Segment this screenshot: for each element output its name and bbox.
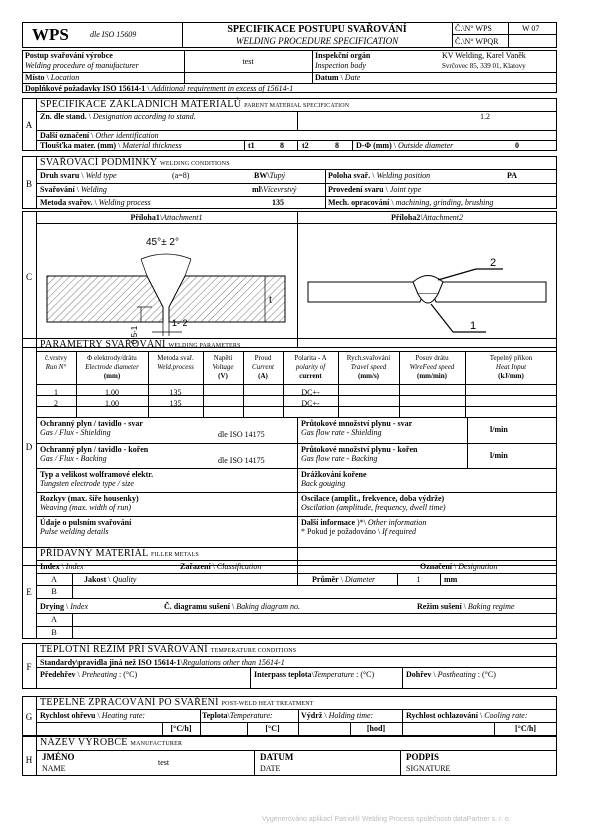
param-col-header-cz: Rych.svařování	[346, 354, 391, 362]
other-info-label: Další informace )*\ Other information * Pokud je požadováno \ If required	[301, 518, 427, 536]
wps-no-label: Č.\N° WPS	[455, 24, 492, 33]
dia-label: D-Φ (mm) \ Outside diameter	[356, 141, 454, 150]
shield-std: dle ISO 14175	[218, 430, 265, 439]
param-col-header	[203, 354, 243, 381]
temperature-label: Teplota\Temperature:	[202, 711, 273, 720]
param-col-header-en: WireFeed speed	[409, 363, 455, 371]
name-en: NAME	[42, 764, 66, 773]
insp-cz: Inspekční orgán	[315, 51, 371, 60]
param-col-header-u: (V)	[218, 372, 228, 380]
std-label: Zn. dle stand. \ Designation according to stand.	[40, 112, 196, 121]
t2-value: 8	[335, 141, 339, 150]
weldtype-label: Druh svaru \ Weld type	[40, 171, 117, 180]
preheat-label: Předehřev \ Preheating : (°C)	[40, 670, 138, 679]
joint-sketch-1	[37, 224, 296, 347]
flow-label: Průtokové množství plynu - svar Gas flow rate - Shielding	[301, 419, 413, 437]
joint-sketch-2	[298, 224, 556, 347]
param-col-header	[399, 354, 465, 381]
std-other-label: Standardy\pravidla jiná než ISO 15614-1\Regulations other than 15614-1	[40, 658, 285, 667]
param-col-header-cz: Metoda svař.	[157, 354, 194, 362]
backing-label: Ochranný plyn / tavidlo - kořen Gas / Flux - Backing	[40, 445, 149, 463]
angle-label: 45°± 2°	[146, 237, 179, 248]
param-col-header	[338, 354, 399, 381]
method-label: Metoda svařov. \ Welding process	[40, 198, 151, 207]
param-col-header-en: Weld.process	[157, 363, 194, 371]
class-label: Zařazení \ Classification	[180, 562, 262, 571]
interpass-label: Interpass teplota\Temperature : (°C)	[254, 670, 375, 679]
param-col-header-en: Voltage	[212, 363, 234, 371]
place-label: Místo \ Location	[25, 73, 80, 82]
tungsten-label: Typ a velikost wolframové elektr. Tungsten electrode type / size	[40, 470, 154, 488]
param-col-header-en: Current	[252, 363, 274, 371]
insp-value: KV Welding, Karel Vaněk	[442, 51, 526, 60]
wps-form	[22, 22, 557, 782]
title-en: WELDING PROCEDURE SPECIFICATION	[235, 36, 399, 46]
parameters-table	[36, 351, 557, 417]
welding-label: Svařování \ Welding	[40, 185, 107, 194]
gouging-label: Drážkování kořene Back gouging	[301, 470, 367, 488]
param-col-header	[148, 354, 203, 381]
pulse-label: Údaje o pulsním svařování Pulse welding details	[40, 518, 132, 536]
title-cz: SPECIFIKACE POSTUPU SVAŘOVÁNÍ	[227, 24, 407, 35]
param-col-header-u: (mm/s)	[358, 372, 379, 380]
insp-en: Inspection body	[315, 61, 366, 70]
name-cz: JMÉNO	[42, 752, 75, 762]
diameter-unit: mm	[444, 575, 458, 584]
param-col-header-u	[36, 372, 76, 381]
thickness-label: t	[269, 295, 272, 306]
diameter-label: Průměr \ Diameter	[312, 575, 376, 584]
name-value: test	[158, 758, 170, 767]
callout-2: 2	[490, 257, 497, 269]
manuf-cz: Postup svařování výrobce	[25, 51, 113, 60]
manuf-en: Welding procedure of manufacturer	[25, 61, 139, 70]
section-letter-h: H	[25, 755, 33, 765]
backing-std: dle ISO 14175	[218, 456, 265, 465]
param-cell: 1,00	[105, 399, 119, 408]
param-col-header-en: Run N°	[45, 363, 67, 371]
footer-note: Vygenerováno aplikací Patriot® Welding Process společnosti dataPartner s. r. o.	[262, 816, 511, 823]
date-cz: DATUM	[260, 752, 294, 762]
param-col-header-cz: č.vrstvy	[44, 354, 68, 362]
section-b-title: SVAŘOVACÍ PODMÍNKY WELDING CONDITIONS	[40, 157, 230, 168]
postheat-label: Dohřev \ Postheating : (°C)	[406, 670, 496, 679]
iso-label: dle ISO 15609	[90, 30, 137, 39]
cooling-label: Rychlost ochlazování \ Cooling rate:	[406, 711, 528, 720]
section-letter-f: F	[26, 662, 32, 672]
bake-regime-label: Režim sušení \ Baking regime	[417, 602, 515, 611]
holding-label: Výdrž \ Holding time:	[301, 711, 374, 720]
param-col-header	[36, 354, 76, 381]
flow-unit: l/min	[490, 425, 508, 434]
gap-label: 1- 2	[172, 318, 188, 328]
section-letter-c: C	[25, 272, 32, 282]
drying-label: Drying \ Index	[40, 602, 88, 611]
dry-row-b: B	[51, 628, 57, 637]
t1-value: 8	[280, 141, 284, 150]
param-cell: DC+-	[301, 388, 320, 397]
thick-label: Tloušťka mater. (mm) \ Material thickness	[40, 141, 182, 150]
param-col-header-cz: Φ elektrody/drátu	[87, 354, 137, 362]
section-h-title: NÁZEV VÝROBCE MANUFACTURER	[40, 737, 183, 748]
cooling-unit: [°C/h]	[515, 724, 536, 733]
bake-diagram-label: Č. diagramu sušení \ Baking diagram no.	[164, 602, 301, 611]
flowb-label: Průtokové množství plynu - kořen Gas flow rate - Backing	[301, 445, 418, 463]
param-col-header	[465, 354, 557, 381]
section-e-title: PŘÍDAVNÝ MATERIÁL FILLER METALS	[40, 548, 199, 559]
flowb-unit: l/min	[490, 451, 508, 460]
wps-no-value: W 07	[522, 24, 540, 33]
weldtype-code: (a=8)	[172, 171, 190, 180]
param-col-header-cz: Napětí	[213, 354, 233, 362]
param-cell: 1,00	[105, 388, 119, 397]
signature-cz: PODPIS	[406, 752, 440, 762]
param-col-header-en: Electrode diameter	[85, 363, 139, 371]
insp-addr: Svrčovec 85, 339 01, Klatovy	[442, 62, 526, 70]
quality-label: Jakost \ Quality	[84, 575, 137, 584]
method-value: 135	[272, 198, 284, 207]
section-letter-a: A	[25, 120, 33, 130]
dia-value: 0	[515, 141, 519, 150]
param-col-header-cz: Tepelný příkon	[489, 354, 533, 362]
weaving-label: Rozkyv (max. šíře housenky) Weaving (max. width of run)	[40, 494, 139, 512]
param-cell: 135	[169, 399, 182, 408]
weldtype-value: BW\Tupý	[254, 171, 286, 180]
wpqr-no-label: Č.\N° WPQR	[455, 37, 499, 46]
oscillation-label: Oscilace (amplit., frekvence, doba výdrže) Oscilation (amplitude, frequency, dwell time)	[301, 494, 446, 512]
pos-value: PA	[507, 171, 518, 180]
param-cell: DC+-	[301, 399, 320, 408]
param-col-header-cz: Polarita - A	[294, 354, 327, 362]
date-en: DATE	[260, 764, 281, 773]
other-label: Další označení \ Other identification	[40, 131, 159, 140]
mech-label: Mech. opracování \ machining, grinding, brushing	[328, 198, 494, 207]
date-label: Datum \ Date	[315, 73, 361, 82]
param-col-header-u: (mm/min)	[417, 372, 447, 380]
param-col-header-en: Travel speed	[350, 363, 387, 371]
addreq-label: Doplňkové požadavky ISO 15614-1 \ Additional requirement in excess of 15614-1	[25, 84, 294, 93]
wps-label: WPS	[32, 25, 69, 44]
manuf-value: test	[242, 57, 254, 66]
attachment1-label: Příloha1\Attachment1	[130, 213, 203, 222]
desig-label: Označení \ Designation	[420, 562, 498, 571]
callout-1: 1	[470, 320, 477, 332]
section-letter-d: D	[25, 442, 33, 452]
param-cell: 135	[169, 388, 182, 397]
section-a-title: SPECIFIKACE ZÁKLADNÍCH MATERIÁLŮ PARENT MATERIAL SPECIFICATION	[40, 99, 350, 110]
welding-value: ml\Vícevrstvý	[252, 185, 297, 194]
heating-rate-label: Rychlost ohřevu \ Heating rate:	[40, 711, 146, 720]
holding-unit: [hod]	[366, 724, 386, 733]
index-label: Index \ Index	[40, 562, 84, 571]
param-col-header-u: current	[299, 372, 322, 380]
param-col-header-u: (A)	[258, 372, 268, 380]
row-a: A	[51, 575, 57, 584]
section-letter-e: E	[26, 587, 32, 597]
joint-label: Provedení svaru \ Joint type	[328, 185, 422, 194]
pos-label: Poloha svař. \ Welding position	[328, 171, 431, 180]
param-col-header-en: Heat Input	[495, 363, 527, 371]
param-col-header-en: polarity of	[295, 363, 326, 371]
section-letter-b: B	[25, 179, 32, 189]
diameter-value: 1	[416, 575, 421, 584]
param-col-header-cz: Posuv drátu	[415, 354, 449, 362]
param-cell: 2	[54, 399, 58, 408]
param-col-header	[283, 354, 338, 381]
param-col-header	[243, 354, 283, 381]
param-col-header-u: (kJ/mm)	[498, 372, 524, 380]
shield-label: Ochranný plyn / tavidlo - svar Gas / Flux - Shielding	[40, 419, 143, 437]
temperature-unit: [°C]	[265, 724, 280, 733]
section-letter-g: G	[25, 712, 33, 722]
section-f-title: TEPLOTNÍ REŽIM PŘI SVAŘOVÁNÍ TEMPERATURE CONDITIONS	[40, 644, 297, 655]
root-face-label: 0,5-1	[130, 325, 139, 344]
param-cell: 1	[54, 388, 58, 397]
param-col-header-u	[148, 372, 203, 381]
std-value: 1.2	[480, 112, 490, 121]
t1-label: t1	[248, 141, 255, 150]
attachment2-label: Příloha2\Attachment2	[390, 213, 463, 222]
param-col-header	[76, 354, 148, 381]
dry-row-a: A	[51, 615, 57, 624]
row-b: B	[51, 587, 57, 596]
param-col-header-u: (mm)	[103, 372, 121, 380]
param-col-header-cz: Proud	[254, 354, 272, 362]
section-g-title: TEPELNÉ ZPRACOVÁNÍ PO SVAŘENÍ POST-WELD HEAT TREATMENT	[40, 697, 314, 708]
t2-label: t2	[302, 141, 309, 150]
section-d-title: PARAMETRY SVAŘOVÁNÍ WELDING PARAMETERS	[40, 339, 241, 350]
signature-en: SIGNATURE	[406, 764, 451, 773]
heating-unit: [°C/h]	[170, 724, 192, 733]
